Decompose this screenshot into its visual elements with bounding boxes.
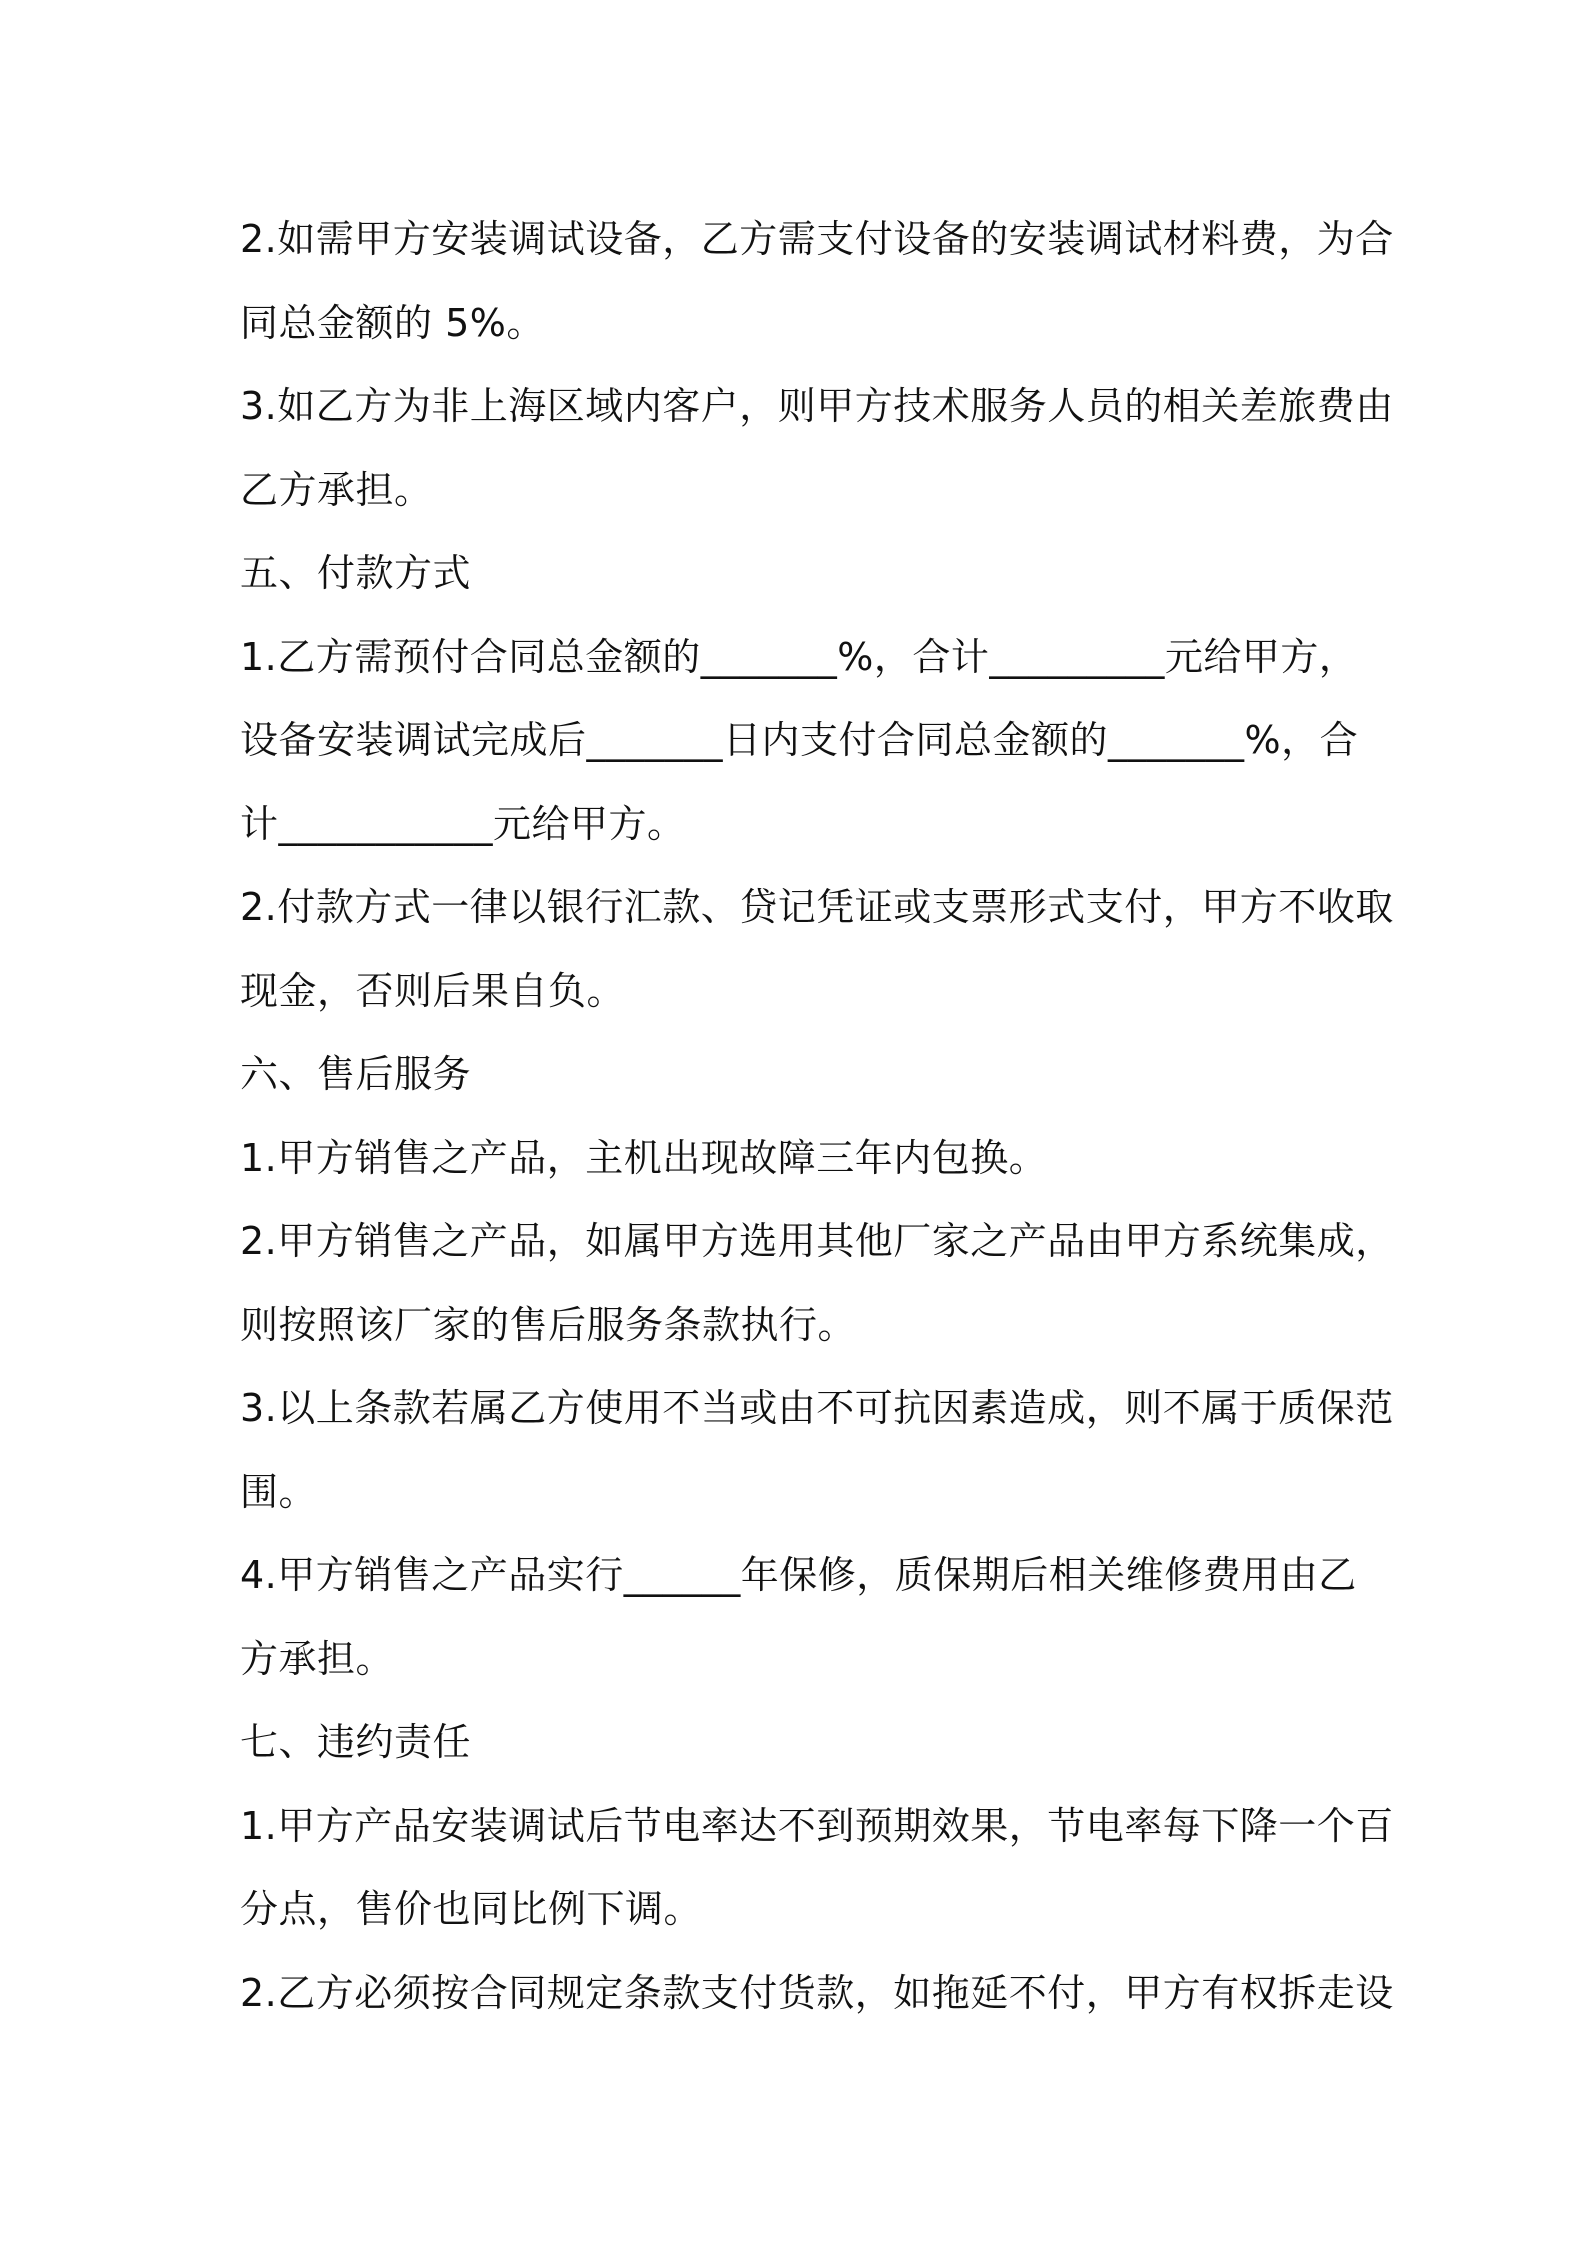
section-title: 五、付款方式 [240,551,472,595]
text-line: 现金，否则后果自负。 [240,968,626,1013]
section-title: 六、售后服务 [240,1052,472,1096]
text-line: 1.甲方产品安装调试后节电率达不到预期效果，节电率每下降一个百 [240,1803,1394,1848]
text-line: 3.以上条款若属乙方使用不当或由不可抗因素造成，则不属于质保范 [240,1386,1394,1430]
text-line: 2.甲方销售之产品，如属甲方选用其他厂家之产品由甲方系统集成， [240,1219,1394,1263]
document-body [240,198,1394,2035]
text-line: 乙方承担。 [240,467,433,512]
text-line: 1.乙方需预付合同总金额的_______%，合计_________元给甲方， [240,634,1358,679]
text-line: 同总金额的 5%。 [240,300,545,345]
text-line: 围。 [240,1469,318,1514]
clause-service-exclusion [240,1367,1394,1534]
text-line: 2.乙方必须按合同规定条款支付货款，如拖延不付，甲方有权拆走设 [240,1970,1394,2015]
section-heading-after-sales [240,1033,1360,1117]
text-line: 4.甲方销售之产品实行______年保修，质保期后相关维修费用由乙 [240,1553,1357,1597]
text-line: 设备安装调试完成后_______日内支付合同总金额的_______%，合 [240,718,1359,762]
clause-service-third-party [240,1200,1394,1367]
section-heading-liability [240,1701,1360,1785]
clause-payment-schedule [240,616,1360,867]
section-title: 七、违约责任 [240,1720,472,1764]
text-line: 计___________元给甲方。 [240,801,686,846]
clause-payment-method [240,866,1394,1033]
text-line: 方承担。 [240,1636,395,1681]
clause-service-replacement [240,1117,1360,1201]
text-line: 3.如乙方为非上海区域内客户，则甲方技术服务人员的相关差旅费由 [240,384,1394,428]
text-line: 则按照该厂家的售后服务条款执行。 [240,1302,857,1347]
clause-travel-fee [240,365,1394,532]
section-heading-payment [240,532,1360,616]
clause-liability-efficiency [240,1785,1394,1952]
text-line: 2.如需甲方安装调试设备，乙方需支付设备的安装调试材料费，为合 [240,217,1394,261]
clause-service-warranty [240,1534,1360,1701]
text-line: 1.甲方销售之产品，主机出现故障三年内包换。 [240,1135,1048,1180]
clause-install-fee [240,198,1394,365]
text-line: 分点，售价也同比例下调。 [240,1887,703,1931]
clause-liability-payment [240,1952,1394,2036]
text-line: 2.付款方式一律以银行汇款、贷记凭证或支票形式支付，甲方不收取 [240,885,1394,929]
